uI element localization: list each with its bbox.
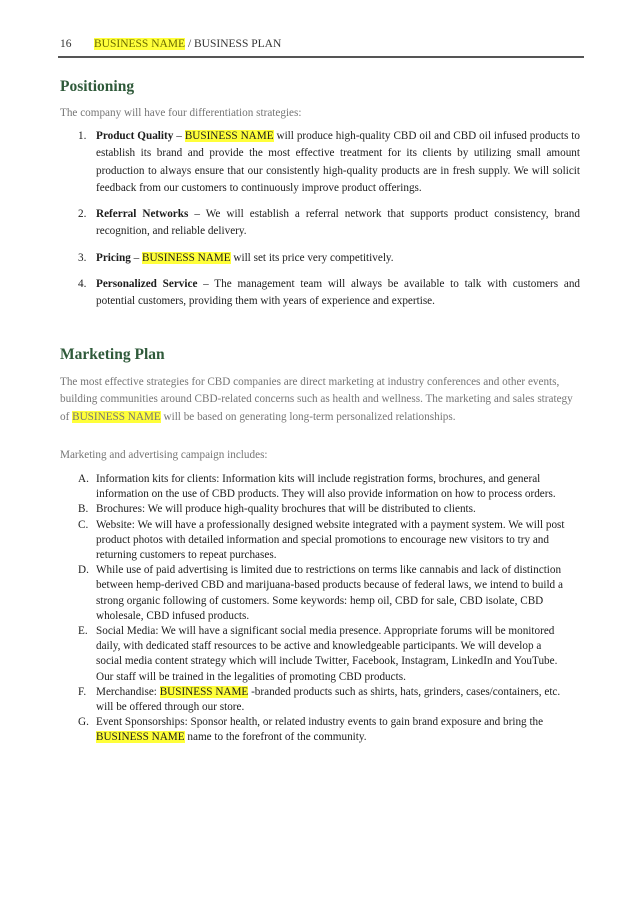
list-item [60,206,580,241]
page-header [60,38,580,50]
paragraph-text: The most effective strategies for CBD companies are direct marketing at industry conferences and other events, building communities around CBD-related concerns such as health and wellness. The marketing and sales strategy of [60,376,573,423]
item-title: Personalized Service [96,278,198,291]
list-item [60,276,580,311]
item-text: will set its price very competitively. [230,251,394,264]
list-item [60,563,570,624]
list-marker: 2. [78,208,87,221]
list-item [60,502,570,517]
list-marker: 1. [78,130,87,142]
item-text: will produce high-quality CBD oil and CBD oil infused products to establish its brand and provide the most effective treatment for its clients by utilizing small amount production to always ensure that our consistently high-quality products are in fresh supply. We will solicit feedback from our customers to continuously improve product offerings. [96,130,580,194]
marketing-heading: Marketing Plan [60,346,165,363]
list-item [60,128,580,197]
campaign-intro: Marketing and advertising campaign includes: [60,449,268,461]
item-text: Social Media: We will have a significant social media presence. Appropriate forums will be monitored daily, with dedicated staff resources to be active and knowledgeable participants. We will develop a social media content strategy which will include Twitter, Facebook, Instagram, LinkedIn and YouTube. Our staff will be trained in the legalities of promoting CBD products. [96,625,558,683]
page-number: 16 [60,38,72,50]
marketing-paragraph [60,374,580,426]
list-item [60,715,570,745]
list-marker: 4. [78,278,87,291]
list-marker: 3. [78,251,87,264]
list-marker: A. [78,473,89,485]
header-business-name: BUSINESS NAME [94,38,186,50]
positioning-intro: The company will have four differentiation strategies: [60,107,302,119]
list-item [60,685,570,715]
item-text: – The management team will always be available to talk with customers and potential customers, providing them with years of experience and expertise. [96,278,581,308]
list-marker: F. [78,685,87,698]
business-name-highlight: BUSINESS NAME [142,251,231,264]
item-text: Information kits for clients: Information kits will include registration forms, brochures, and general information on the use of CBD products. They will also provide information on how to process orders. [96,473,556,501]
item-title: Referral Networks [96,208,189,221]
item-text: -branded products such as shirts, hats, grinders, cases/containers, etc. will be offered through our store. [96,685,561,714]
business-name-highlight: BUSINESS NAME [72,410,161,423]
item-text: Merchandise: [96,685,160,698]
list-item [60,518,570,564]
item-text: While use of paid advertising is limited due to restrictions on terms like cannabis and lack of distinction between hemp-derived CBD and marijuana-based products because of federal laws, we intend to build a strong organic following of customers. Some keywords: hemp oil, CBD for sale, CBD isolate, CBD wholesale, CBD infused products. [96,564,563,622]
item-text: Website: We will have a professionally designed website integrated with a payment system. We will post product photos with detailed information and special promotions to encourage new visitors to try and returning customers to repeat purchases. [96,518,565,562]
business-name-highlight: BUSINESS NAME [159,685,249,698]
item-title: Pricing [96,251,131,264]
list-marker: G. [78,716,89,729]
positioning-list [60,128,580,320]
list-marker: C. [78,518,89,531]
list-marker: E. [78,625,88,638]
list-marker: D. [78,564,89,577]
header-separator: / [185,38,195,50]
item-text: Brochures: We will produce high-quality brochures that will be distributed to clients. [96,503,476,516]
item-text: Event Sponsorships: Sponsor health, or related industry events to gain brand exposure and bring the [96,716,544,729]
business-name-highlight: BUSINESS NAME [96,731,185,744]
item-text: name to the forefront of the community. [184,731,367,744]
item-title: Product Quality [96,130,174,142]
header-doc-title: BUSINESS PLAN [194,38,282,50]
header-rule [58,56,584,58]
business-name-highlight: BUSINESS NAME [184,130,274,142]
list-item [60,624,570,685]
list-item [60,250,580,267]
list-item [60,472,570,502]
campaign-list [60,472,570,746]
item-text: – We will establish a referral network that supports product consistency, brand recognition, and reliable delivery. [96,208,580,238]
list-marker: B. [78,503,89,516]
item-dash: – [130,251,142,264]
item-dash: – [173,130,185,142]
positioning-heading: Positioning [60,78,135,95]
paragraph-text: will be based on generating long-term personalized relationships. [160,410,456,423]
